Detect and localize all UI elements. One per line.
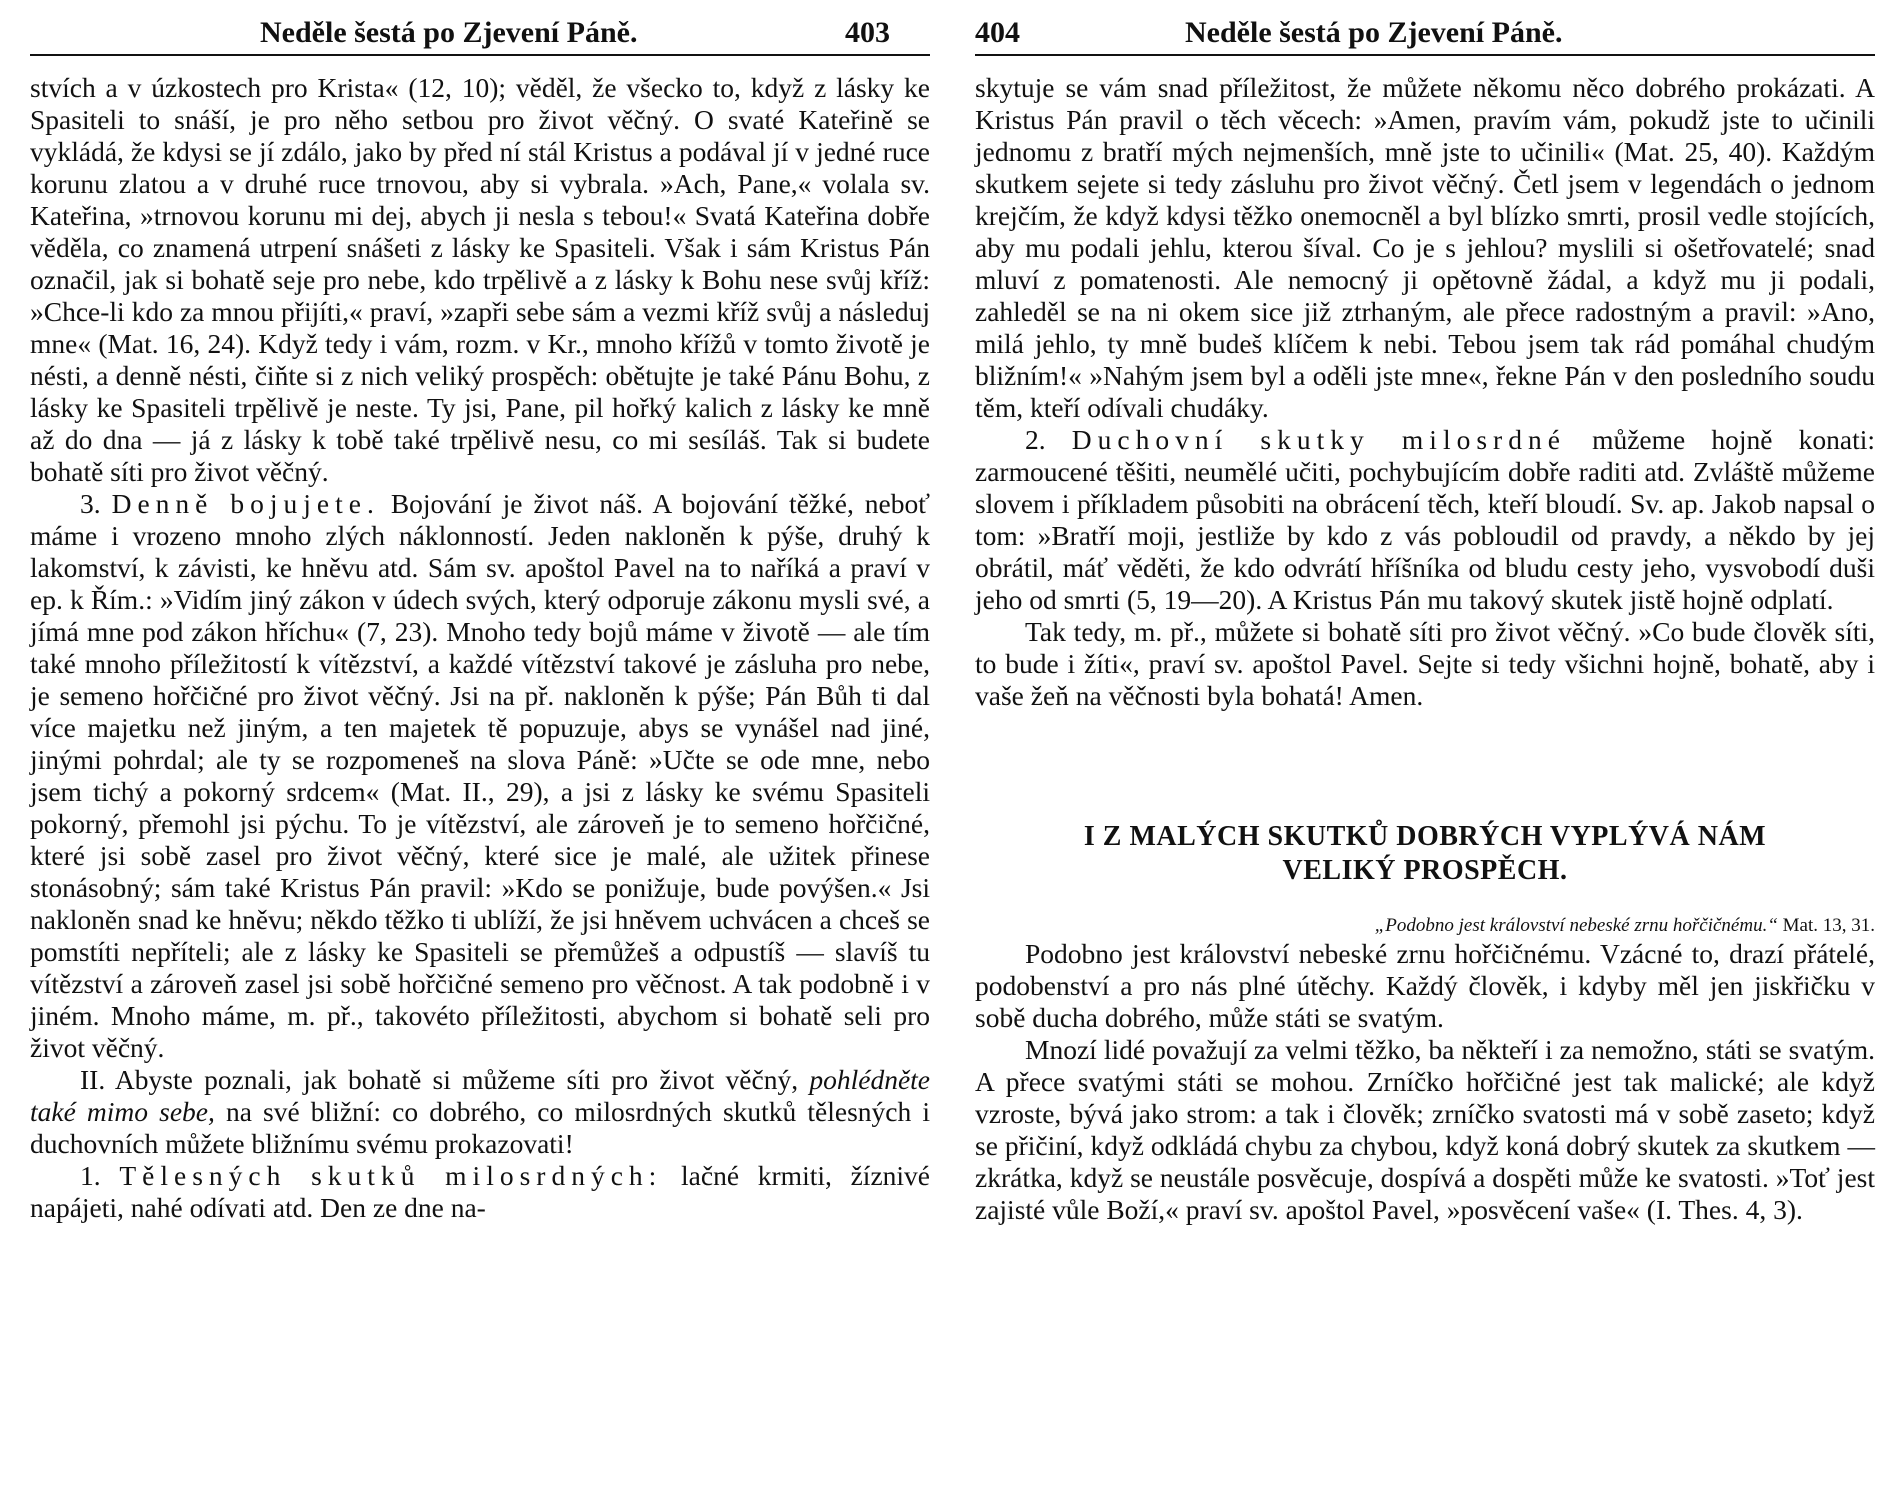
left-paragraph-3 bbox=[30, 1064, 930, 1160]
right-page-body bbox=[975, 72, 1875, 1226]
left-running-head bbox=[30, 8, 930, 56]
right-page-number: 404 bbox=[975, 16, 1020, 49]
left-paragraph-2-text: Bojování je život náš. A bojování těžké, neboť máme i vrozeno mnoho zlých náklonností. Jeden nakloněn k pýše, druhý k lakomství, k závisti, ke hněvu atd. Sám sv. apoštol Pavel na to naříká a praví v ep. k Řím.: »Vidím jiný zákon v údech svých, který odporuje zákonu mysli své, a jímá mne pod zákon hříchu« (7, 23). Mnoho tedy bojů máme v životě — ale tím také mnoho příležitostí k vítězství, a každé vítězství takové je zásluha pro nebe, je semeno hořčičné pro život věčný. Jsi na př. nakloněn k pýše; Pán Bůh ti dal více majetku než jiným, a ten majetek tě popuzuje, abys se vynášel nad jiné, jinými pohrdal; ale ty se rozpomeneš na slova Páně: »Učte se ode mne, nebo jsem tichý a pokorný srdcem« (Mat. II., 29), a jsi z lásky ke svému Spasiteli pokorný, přemohl jsi pýchu. To je vítězství, ale zároveň je to semeno hořčičné, které jsi sobě zasel pro život věčný, které sice je malé, ale užitek přinese stonásobný; sám také Kristus Pán pravil: »Kdo se ponižuje, bude povýšen.« Jsi nakloněn snad ke hněvu; někdo těžko ti ublíží, že jsi hněvem uchvácen a chceš se pomstíti nepříteli; ale z lásky ke Spasiteli se přemůžeš a odpustíš — slavíš tu vítězství a zároveň zasel jsi sobě hořčičné semeno pro věčnost. A tak podobně i v jiném. Mnoho máme, m. př., takovéto příležitosti, abychom si bohatě seli pro život věčný. bbox=[30, 488, 931, 1063]
right-header-title: Neděle šestá po Zjevení Páně. bbox=[1185, 16, 1563, 49]
left-paragraph-3-text: na své bližní: co dobrého, co milosrdných skutků tělesných i duchovních můžete bližnímu svému prokazovati! bbox=[30, 1096, 930, 1159]
left-paragraph-2 bbox=[30, 488, 930, 1064]
left-paragraph-4-text: lačné krmiti, žíznivé napájeti, nahé odívati atd. Den ze dne na- bbox=[30, 1160, 930, 1223]
left-header-title: Neděle šestá po Zjevení Páně. bbox=[260, 16, 638, 49]
right-running-head bbox=[975, 8, 1875, 56]
motto-reference: Mat. 13, 31. bbox=[1782, 915, 1875, 936]
section-title-line-2: VELIKÝ PROSPĚCH. bbox=[1282, 855, 1568, 886]
left-page-body bbox=[30, 72, 930, 1224]
right-page bbox=[975, 0, 1875, 1500]
section-title-line-1: I Z MALÝCH SKUTKŮ DOBRÝCH VYPLÝVÁ NÁM bbox=[1083, 821, 1767, 852]
left-page bbox=[30, 0, 930, 1500]
left-paragraph-1: stvích a v úzkostech pro Krista« (12, 10); věděl, že všecko to, když z lásky ke Spasiteli to snáší, je pro něho setbou pro život věčný. O svaté Kateřině se vykládá, že kdysi se jí zdálo, jako by před ní stál Kristus a podával jí v jedné ruce korunu zlatou a v druhé ruce trnovou, aby si vybrala. »Ach, Pane,« volala sv. Kateřina, »trnovou korunu mi dej, abych ji nesla s tebou!« Svatá Kateřina dobře věděla, co znamená utrpení snášeti z lásky ke Spasiteli. Však i sám Kristus Pán označil, jak si bohatě seje pro nebe, kdo trpělivě a z lásky k Bohu nese svůj kříž: »Chce-li kdo za mnou přijíti,« praví, »zapři sebe sám a vezmi kříž svůj a následuj mne« (Mat. 16, 24). Když tedy i vám, rozm. v Kr., mnoho křížů v tomto životě je nésti, a denně nésti, čiňte si z nich veliký prospěch: obětujte je také Pánu Bohu, z lásky ke Spasiteli trpělivě je neste. Ty jsi, Pane, pil hořký kalich z lásky ke mně až do dna — já z lásky k tobě také trpělivě nesu, co mi sesíláš. Tak si budete bohatě síti pro život věčný. bbox=[30, 72, 930, 487]
motto bbox=[975, 914, 1875, 938]
left-paragraph-4-spaced: Tělesných skutků milosrdných: bbox=[119, 1160, 663, 1191]
section-title bbox=[975, 820, 1875, 888]
left-paragraph-3-italic: pohlédněte také mimo sebe, bbox=[30, 1064, 930, 1127]
motto-quote: „Podobno jest království nebeské zrnu hořčičnému.“ bbox=[1374, 915, 1778, 936]
right-paragraph-5: Mnozí lidé považují za velmi těžko, ba někteří i za nemožno, státi se svatým. A přece svatými státi se mohou. Zrníčko hořčičné jest tak malické; ale když vzroste, bývá jako strom: a tak i člověk; zrníčko svatosti má v sobě zaseto; když se přičiní, když odkládá chybu za chybou, když koná dobrý skutek za skutkem — zkrátka, když se neustále posvěcuje, dospívá a dospěti může ke svatosti. »Toť jest zajisté vůle Boží,« praví sv. apoštol Pavel, »posvěcení vaše« (I. Thes. 4, 3). bbox=[975, 1034, 1875, 1225]
left-paragraph-2-spaced: Denně bojujete. bbox=[111, 488, 380, 519]
left-paragraph-2-lead: 3. bbox=[80, 488, 112, 519]
right-paragraph-1: skytuje se vám snad příležitost, že můžete někomu něco dobrého prokázati. A Kristus Pán pravil o těch věcech: »Amen, pravím vám, pokudž jste to učinili jednomu z bratří mých nejmenších, mně jste to učinili« (Mat. 25, 40). Každým skutkem sejete si tedy zásluhu pro život věčný. Četl jsem v legendách o jednom krejčím, že když kdysi těžko onemocněl a byl blízko smrti, prosil vedle stojících, aby mu podali jehlu, kterou šíval. Co je s jehlou? myslili si ošetřovatelé; snad mluví z pomatenosti. Ale nemocný ji opětovně žádal, a když mu ji podali, zahleděl se na ni okem sice již ztrhaným, ale přece radostným a pravil: »Ano, milá jehlo, ty mně budeš klíčem k nebi. Tebou jsem tak rád pomáhal chudým bližním!« »Nahým jsem byl a oděli jste mne«, řekne Pán v den posledního soudu těm, kteří odívali chudáky. bbox=[975, 72, 1875, 423]
right-paragraph-3: Tak tedy, m. př., můžete si bohatě síti pro život věčný. »Co bude člověk síti, to bude i žíti«, praví sv. apoštol Pavel. Sejte si tedy všichni hojně, bohatě, aby i vaše žeň na věčnosti byla bohatá! Amen. bbox=[975, 616, 1875, 711]
left-page-number: 403 bbox=[845, 16, 890, 49]
right-paragraph-2-text: můžeme hojně konati: zarmoucené těšiti, neumělé učiti, pochybujícím dobře raditi atd. Zvláště můžeme slovem i příkladem působiti na obrácení těch, kteří bloudí. Sv. ap. Jakob napsal o tom: »Bratří moji, jestliže by kdo z vás pobloudil od pravdy, a někdo by jej obrátil, máť věděti, že kdo odvrátí hříšníka od bludu cesty jeho, vysvobodí duši jeho od smrti (5, 19—20). A Kristus Pán mu takový skutek jistě hojně odplatí. bbox=[975, 424, 1876, 615]
left-paragraph-3-lead: II. Abyste poznali, jak bohatě si můžeme síti pro život věčný, bbox=[80, 1064, 810, 1095]
right-paragraph-4: Podobno jest království nebeské zrnu hořčičnému. Vzácné to, drazí přátelé, podobenství a pro nás plné útěchy. Každý člověk, i kdyby měl jen jiskřičku v sobě ducha dobrého, může státi se svatým. bbox=[975, 938, 1875, 1033]
left-paragraph-4-lead: 1. bbox=[80, 1160, 120, 1191]
right-paragraph-2-lead: 2. bbox=[1025, 424, 1072, 455]
right-paragraph-2-spaced: Duchovní skutky milosrdné bbox=[1071, 424, 1566, 455]
left-paragraph-4 bbox=[30, 1160, 930, 1224]
right-paragraph-2 bbox=[975, 424, 1875, 616]
